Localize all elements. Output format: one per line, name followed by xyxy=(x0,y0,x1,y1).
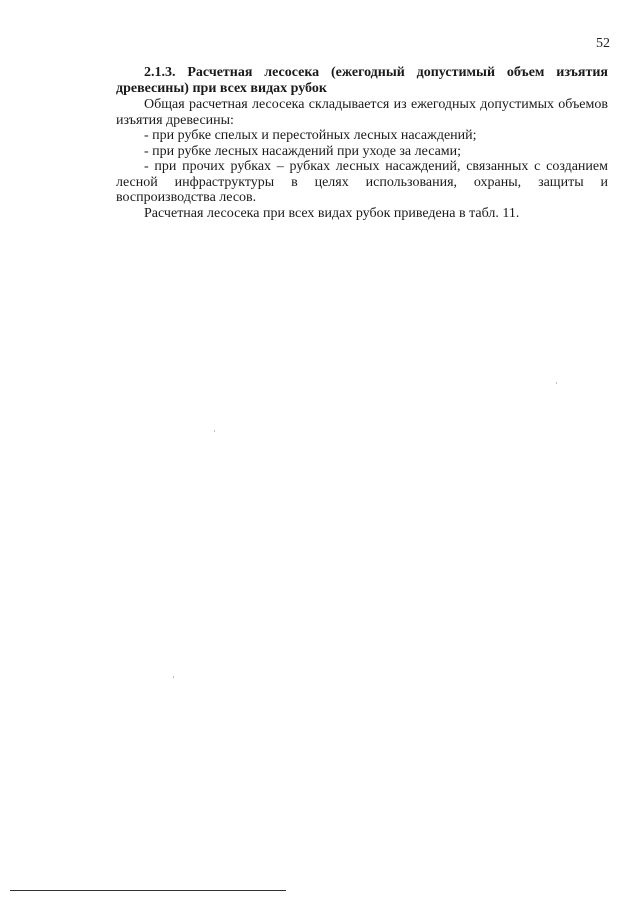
page-number: 52 xyxy=(596,36,610,51)
closing-paragraph: Расчетная лесосека при всех видах рубок приведена в табл. 11. xyxy=(144,205,520,221)
scan-speck xyxy=(214,430,215,432)
scan-speck xyxy=(556,382,557,384)
section-heading: 2.1.3. Расчетная лесосека (ежегодный допустимый объем изъятия древесины) при всех видах рубок xyxy=(116,65,608,96)
intro-paragraph: Общая расчетная лесосека складывается из ежегодных допустимых объемов изъятия древесины: xyxy=(116,97,608,128)
list-item: - при рубке лесных насаждений при уходе за лесами; xyxy=(144,143,462,159)
list-item: - при рубке спелых и перестойных лесных насаждений; xyxy=(144,128,477,143)
footer-rule xyxy=(10,890,286,891)
scan-speck xyxy=(173,676,174,678)
list-item: - при прочих рубках – рубках лесных насаждений, связанных с созданием лесной инфраструктуры в целях использования, охраны, защиты и воспроизводства лесов. xyxy=(116,159,608,205)
document-body xyxy=(116,65,608,221)
